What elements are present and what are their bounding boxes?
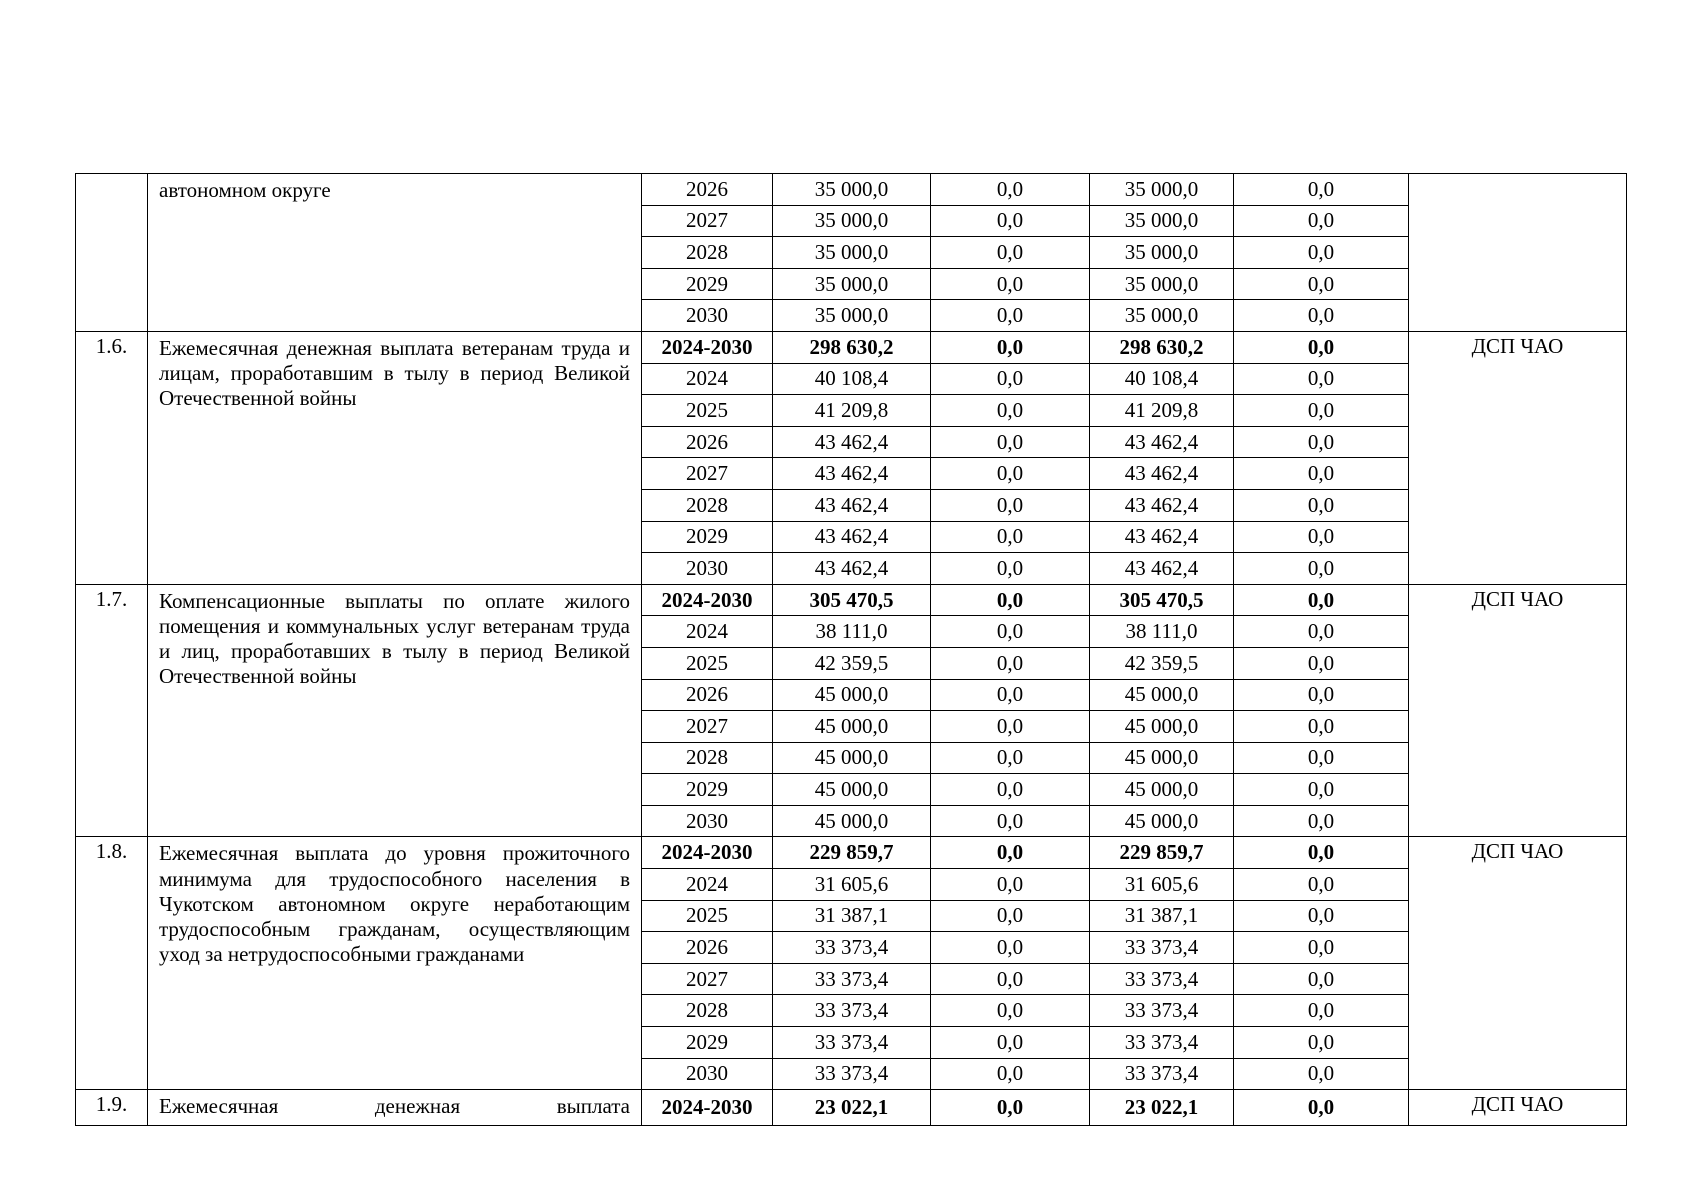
- other-sources-cell: 0,0: [1234, 995, 1409, 1027]
- federal-budget-cell: 0,0: [931, 1090, 1090, 1126]
- other-sources-cell: 0,0: [1234, 237, 1409, 269]
- executor-cell: ДСП ЧАО: [1409, 1090, 1627, 1126]
- federal-budget-cell: 0,0: [931, 679, 1090, 711]
- executor-cell: ДСП ЧАО: [1409, 331, 1627, 584]
- period-cell: 2028: [642, 489, 773, 521]
- period-cell: 2029: [642, 1027, 773, 1059]
- executor-cell: [1409, 174, 1627, 332]
- regional-budget-cell: 43 462,4: [1090, 426, 1234, 458]
- total-cell: 33 373,4: [773, 995, 931, 1027]
- item-number: [76, 174, 148, 332]
- federal-budget-cell: 0,0: [931, 837, 1090, 869]
- period-cell: 2025: [642, 395, 773, 427]
- regional-budget-cell: 45 000,0: [1090, 774, 1234, 806]
- regional-budget-cell: 33 373,4: [1090, 1027, 1234, 1059]
- regional-budget-cell: 43 462,4: [1090, 489, 1234, 521]
- federal-budget-cell: 0,0: [931, 521, 1090, 553]
- regional-budget-cell: 35 000,0: [1090, 205, 1234, 237]
- total-cell: 45 000,0: [773, 774, 931, 806]
- other-sources-cell: 0,0: [1234, 1090, 1409, 1126]
- period-cell: 2027: [642, 963, 773, 995]
- regional-budget-cell: 305 470,5: [1090, 584, 1234, 616]
- regional-budget-cell: 38 111,0: [1090, 616, 1234, 648]
- period-cell: 2024-2030: [642, 331, 773, 363]
- federal-budget-cell: 0,0: [931, 805, 1090, 837]
- item-name: Компенсационные выплаты по оплате жилого помещения и коммунальных услуг ветеранам труда и лиц, проработавших в тылу в период Великой Отечественной войны: [148, 584, 642, 837]
- other-sources-cell: 0,0: [1234, 1027, 1409, 1059]
- total-cell: 43 462,4: [773, 458, 931, 490]
- federal-budget-cell: 0,0: [931, 774, 1090, 806]
- federal-budget-cell: 0,0: [931, 174, 1090, 206]
- period-cell: 2029: [642, 521, 773, 553]
- period-cell: 2029: [642, 268, 773, 300]
- federal-budget-cell: 0,0: [931, 616, 1090, 648]
- other-sources-cell: 0,0: [1234, 711, 1409, 743]
- other-sources-cell: 0,0: [1234, 932, 1409, 964]
- total-cell: 43 462,4: [773, 553, 931, 585]
- period-cell: 2024-2030: [642, 584, 773, 616]
- federal-budget-cell: 0,0: [931, 331, 1090, 363]
- budget-table: [75, 173, 1627, 1126]
- total-cell: 229 859,7: [773, 837, 931, 869]
- other-sources-cell: 0,0: [1234, 805, 1409, 837]
- regional-budget-cell: 35 000,0: [1090, 174, 1234, 206]
- federal-budget-cell: 0,0: [931, 268, 1090, 300]
- total-cell: 35 000,0: [773, 300, 931, 332]
- federal-budget-cell: 0,0: [931, 869, 1090, 901]
- regional-budget-cell: 33 373,4: [1090, 1058, 1234, 1090]
- regional-budget-cell: 45 000,0: [1090, 711, 1234, 743]
- period-cell: 2030: [642, 300, 773, 332]
- period-cell: 2030: [642, 805, 773, 837]
- federal-budget-cell: 0,0: [931, 584, 1090, 616]
- regional-budget-cell: 298 630,2: [1090, 331, 1234, 363]
- regional-budget-cell: 40 108,4: [1090, 363, 1234, 395]
- regional-budget-cell: 43 462,4: [1090, 521, 1234, 553]
- other-sources-cell: 0,0: [1234, 1058, 1409, 1090]
- other-sources-cell: 0,0: [1234, 489, 1409, 521]
- period-cell: 2028: [642, 995, 773, 1027]
- federal-budget-cell: 0,0: [931, 1058, 1090, 1090]
- federal-budget-cell: 0,0: [931, 553, 1090, 585]
- other-sources-cell: 0,0: [1234, 300, 1409, 332]
- period-cell: 2026: [642, 174, 773, 206]
- total-cell: 45 000,0: [773, 679, 931, 711]
- period-cell: 2026: [642, 679, 773, 711]
- regional-budget-cell: 35 000,0: [1090, 268, 1234, 300]
- period-cell: 2026: [642, 426, 773, 458]
- total-cell: 33 373,4: [773, 963, 931, 995]
- period-cell: 2024-2030: [642, 837, 773, 869]
- federal-budget-cell: 0,0: [931, 900, 1090, 932]
- other-sources-cell: 0,0: [1234, 869, 1409, 901]
- regional-budget-cell: 33 373,4: [1090, 932, 1234, 964]
- other-sources-cell: 0,0: [1234, 616, 1409, 648]
- period-cell: 2026: [642, 932, 773, 964]
- regional-budget-cell: 42 359,5: [1090, 647, 1234, 679]
- federal-budget-cell: 0,0: [931, 205, 1090, 237]
- other-sources-cell: 0,0: [1234, 963, 1409, 995]
- period-cell: 2027: [642, 458, 773, 490]
- total-cell: 33 373,4: [773, 1027, 931, 1059]
- federal-budget-cell: 0,0: [931, 458, 1090, 490]
- total-cell: 35 000,0: [773, 237, 931, 269]
- regional-budget-cell: 45 000,0: [1090, 742, 1234, 774]
- item-name: Ежемесячная денежная выплата: [148, 1090, 642, 1126]
- other-sources-cell: 0,0: [1234, 395, 1409, 427]
- total-cell: 43 462,4: [773, 521, 931, 553]
- table-row: [76, 1090, 1627, 1126]
- item-number: 1.9.: [76, 1090, 148, 1126]
- total-cell: 33 373,4: [773, 1058, 931, 1090]
- period-cell: 2024: [642, 869, 773, 901]
- executor-cell: ДСП ЧАО: [1409, 837, 1627, 1090]
- federal-budget-cell: 0,0: [931, 426, 1090, 458]
- period-cell: 2027: [642, 205, 773, 237]
- federal-budget-cell: 0,0: [931, 647, 1090, 679]
- period-cell: 2028: [642, 237, 773, 269]
- federal-budget-cell: 0,0: [931, 489, 1090, 521]
- executor-cell: ДСП ЧАО: [1409, 584, 1627, 837]
- period-cell: 2024: [642, 616, 773, 648]
- total-cell: 43 462,4: [773, 426, 931, 458]
- total-cell: 31 605,6: [773, 869, 931, 901]
- regional-budget-cell: 35 000,0: [1090, 237, 1234, 269]
- other-sources-cell: 0,0: [1234, 426, 1409, 458]
- other-sources-cell: 0,0: [1234, 837, 1409, 869]
- regional-budget-cell: 45 000,0: [1090, 679, 1234, 711]
- table-row: [76, 584, 1627, 616]
- federal-budget-cell: 0,0: [931, 963, 1090, 995]
- period-cell: 2025: [642, 900, 773, 932]
- federal-budget-cell: 0,0: [931, 395, 1090, 427]
- regional-budget-cell: 31 387,1: [1090, 900, 1234, 932]
- other-sources-cell: 0,0: [1234, 363, 1409, 395]
- total-cell: 23 022,1: [773, 1090, 931, 1126]
- regional-budget-cell: 41 209,8: [1090, 395, 1234, 427]
- document-page: [75, 173, 1626, 1126]
- item-number: 1.8.: [76, 837, 148, 1090]
- federal-budget-cell: 0,0: [931, 995, 1090, 1027]
- regional-budget-cell: 23 022,1: [1090, 1090, 1234, 1126]
- item-name: автономном округе: [148, 174, 642, 332]
- total-cell: 43 462,4: [773, 489, 931, 521]
- total-cell: 305 470,5: [773, 584, 931, 616]
- regional-budget-cell: 45 000,0: [1090, 805, 1234, 837]
- total-cell: 45 000,0: [773, 805, 931, 837]
- other-sources-cell: 0,0: [1234, 458, 1409, 490]
- other-sources-cell: 0,0: [1234, 553, 1409, 585]
- total-cell: 35 000,0: [773, 268, 931, 300]
- total-cell: 40 108,4: [773, 363, 931, 395]
- period-cell: 2028: [642, 742, 773, 774]
- table-row: [76, 174, 1627, 206]
- regional-budget-cell: 229 859,7: [1090, 837, 1234, 869]
- regional-budget-cell: 33 373,4: [1090, 995, 1234, 1027]
- period-cell: 2029: [642, 774, 773, 806]
- other-sources-cell: 0,0: [1234, 584, 1409, 616]
- other-sources-cell: 0,0: [1234, 900, 1409, 932]
- total-cell: 45 000,0: [773, 742, 931, 774]
- other-sources-cell: 0,0: [1234, 331, 1409, 363]
- total-cell: 41 209,8: [773, 395, 931, 427]
- total-cell: 33 373,4: [773, 932, 931, 964]
- total-cell: 298 630,2: [773, 331, 931, 363]
- other-sources-cell: 0,0: [1234, 679, 1409, 711]
- period-cell: 2024-2030: [642, 1090, 773, 1126]
- other-sources-cell: 0,0: [1234, 205, 1409, 237]
- period-cell: 2030: [642, 553, 773, 585]
- other-sources-cell: 0,0: [1234, 174, 1409, 206]
- other-sources-cell: 0,0: [1234, 774, 1409, 806]
- table-row: [76, 837, 1627, 869]
- federal-budget-cell: 0,0: [931, 932, 1090, 964]
- period-cell: 2030: [642, 1058, 773, 1090]
- table-body: [76, 174, 1627, 1126]
- total-cell: 35 000,0: [773, 205, 931, 237]
- federal-budget-cell: 0,0: [931, 363, 1090, 395]
- regional-budget-cell: 43 462,4: [1090, 458, 1234, 490]
- total-cell: 42 359,5: [773, 647, 931, 679]
- item-name: Ежемесячная выплата до уровня прожиточного минимума для трудоспособного населения в Чукотском автономном округе неработающим трудоспособным гражданам, осуществляющим уход за нетрудоспособными гражданами: [148, 837, 642, 1090]
- item-number: 1.7.: [76, 584, 148, 837]
- regional-budget-cell: 31 605,6: [1090, 869, 1234, 901]
- item-number: 1.6.: [76, 331, 148, 584]
- other-sources-cell: 0,0: [1234, 268, 1409, 300]
- federal-budget-cell: 0,0: [931, 1027, 1090, 1059]
- period-cell: 2027: [642, 711, 773, 743]
- total-cell: 45 000,0: [773, 711, 931, 743]
- total-cell: 31 387,1: [773, 900, 931, 932]
- federal-budget-cell: 0,0: [931, 237, 1090, 269]
- total-cell: 35 000,0: [773, 174, 931, 206]
- other-sources-cell: 0,0: [1234, 742, 1409, 774]
- other-sources-cell: 0,0: [1234, 647, 1409, 679]
- total-cell: 38 111,0: [773, 616, 931, 648]
- period-cell: 2024: [642, 363, 773, 395]
- other-sources-cell: 0,0: [1234, 521, 1409, 553]
- regional-budget-cell: 33 373,4: [1090, 963, 1234, 995]
- federal-budget-cell: 0,0: [931, 300, 1090, 332]
- period-cell: 2025: [642, 647, 773, 679]
- federal-budget-cell: 0,0: [931, 742, 1090, 774]
- table-row: [76, 331, 1627, 363]
- federal-budget-cell: 0,0: [931, 711, 1090, 743]
- regional-budget-cell: 43 462,4: [1090, 553, 1234, 585]
- regional-budget-cell: 35 000,0: [1090, 300, 1234, 332]
- item-name: Ежемесячная денежная выплата ветеранам труда и лицам, проработавшим в тылу в период Великой Отечественной войны: [148, 331, 642, 584]
